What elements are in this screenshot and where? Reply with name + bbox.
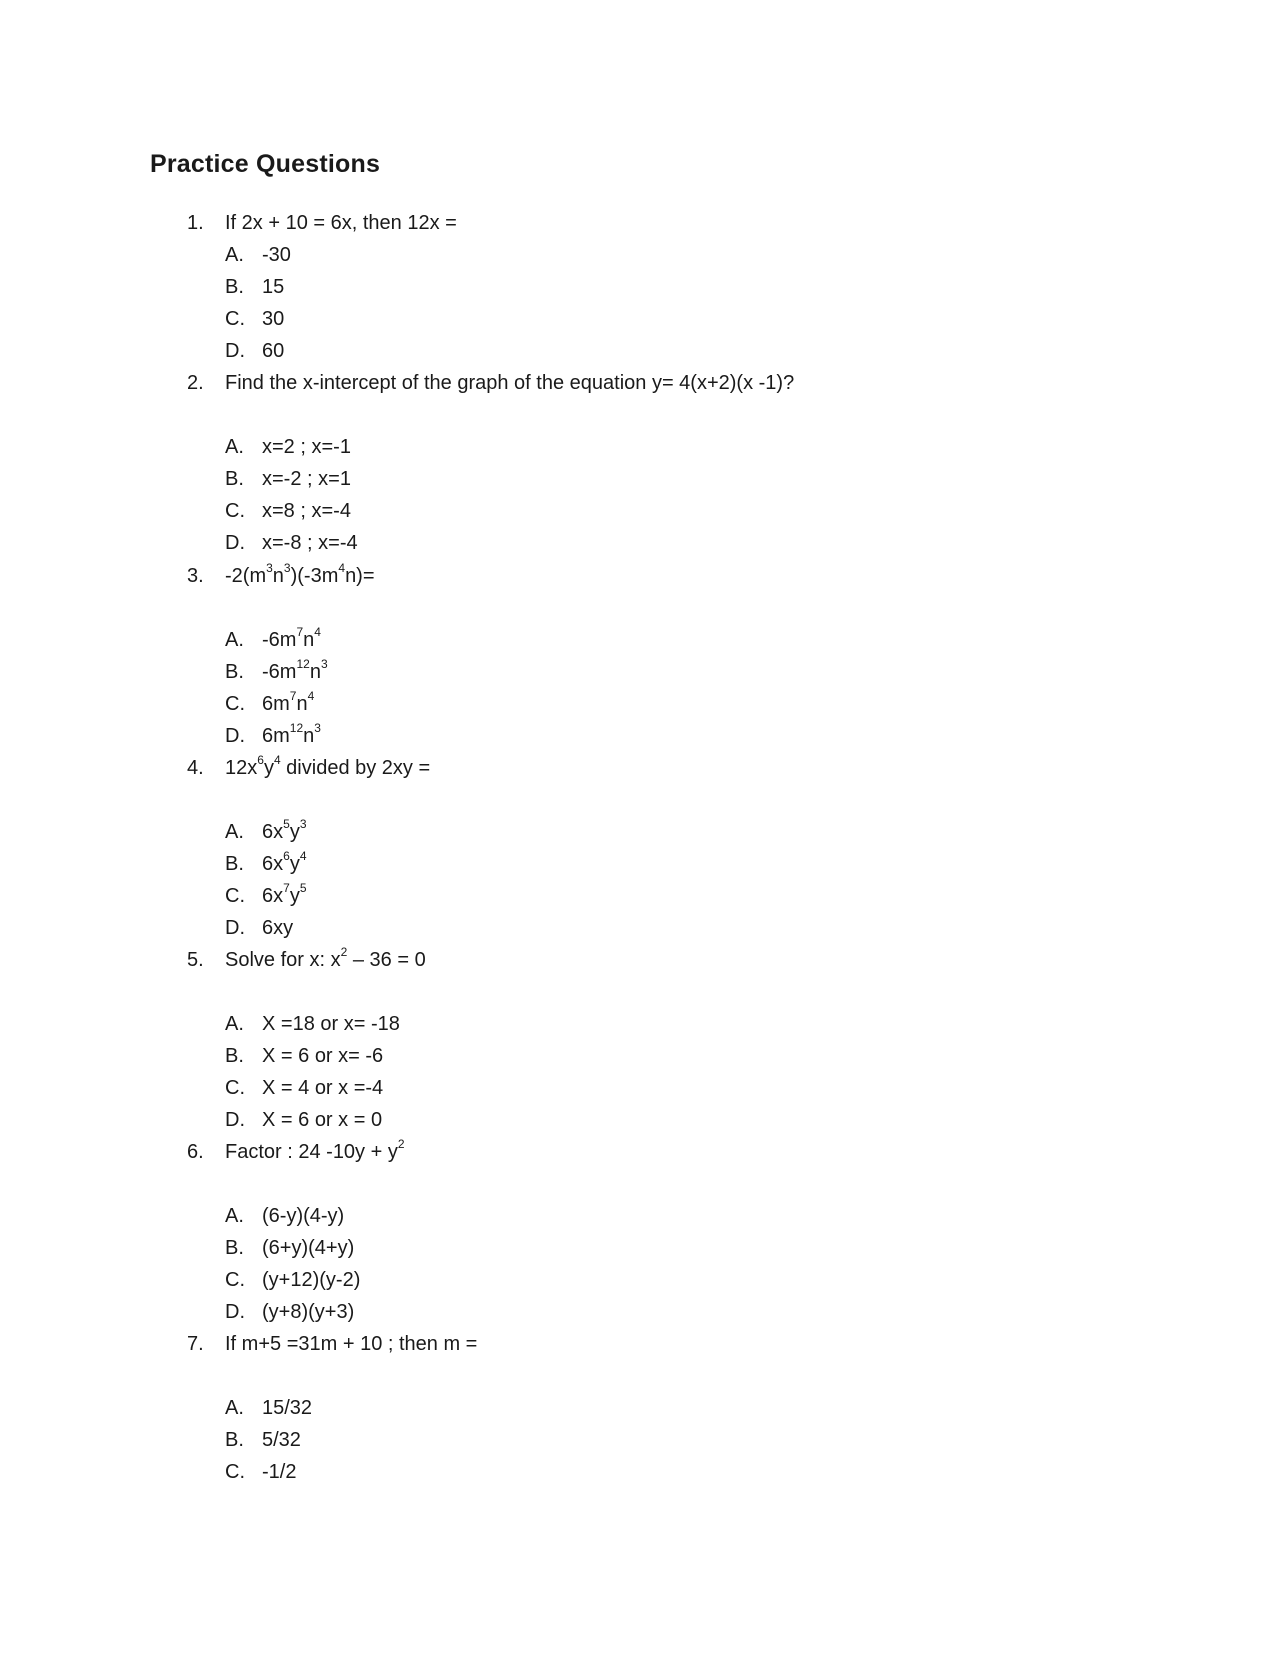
option-label: B. <box>225 468 244 490</box>
option-label: B. <box>225 661 244 683</box>
option-text: 30 <box>262 308 285 330</box>
option-text: X = 6 or x = 0 <box>262 1109 383 1131</box>
question-text: Find the x-intercept of the graph of the equation y= 4(x+2)(x -1)? <box>225 372 795 394</box>
option-text: $-6m^{12}n^3$ <box>262 657 328 683</box>
option-text: 60 <box>262 340 285 362</box>
question-text: Solve for x: $x^2 - 36 = 0$ <box>225 945 426 971</box>
option-label: A. <box>225 244 244 266</box>
option-text: 5/32 <box>262 1429 301 1451</box>
option-label: A. <box>225 821 244 843</box>
option-label: D. <box>225 532 245 554</box>
option-text: $6x^7y^5$ <box>262 881 307 907</box>
option-text: x=8 ; x=-4 <box>262 500 351 522</box>
option-text: (6-y)(4-y) <box>262 1205 345 1227</box>
option-label: C. <box>225 1269 245 1291</box>
option-label: D. <box>225 340 245 362</box>
option-text: -30 <box>262 244 291 266</box>
option-text: X = 6 or x= -6 <box>262 1045 384 1067</box>
option-label: D. <box>225 1109 245 1131</box>
option-label: A. <box>225 1397 244 1419</box>
option-text: x=-2 ; x=1 <box>262 468 351 490</box>
option-label: C. <box>225 500 245 522</box>
option-text: $6x^6y^4$ <box>262 849 307 875</box>
option-text: -1/2 <box>262 1461 297 1483</box>
option-label: D. <box>225 725 245 747</box>
option-text: $6m^7n^4$ <box>262 689 315 715</box>
option-text: 15/32 <box>262 1397 313 1419</box>
option-label: A. <box>225 1013 244 1035</box>
question-number: 1. <box>187 212 204 234</box>
option-text: $6m^{12}n^3$ <box>262 721 321 747</box>
question-text: If m+5 =31m + 10 ; then m = <box>225 1333 478 1355</box>
option-text: (y+8)(y+3) <box>262 1301 355 1323</box>
option-label: B. <box>225 1429 244 1451</box>
option-text: X = 4 or x =-4 <box>262 1077 384 1099</box>
option-label: C. <box>225 1077 245 1099</box>
option-text: 15 <box>262 276 285 298</box>
option-text: (6+y)(4+y) <box>262 1237 355 1259</box>
question-text: Factor : 24 $-10y + y^2$ <box>225 1137 405 1163</box>
option-label: B. <box>225 1237 244 1259</box>
option-text: $6x^5y^3$ <box>262 817 307 843</box>
option-label: A. <box>225 436 244 458</box>
question-text: If 2x + 10 = 6x, then 12x = <box>225 212 457 234</box>
option-label: B. <box>225 1045 244 1067</box>
question-number: 6. <box>187 1141 204 1163</box>
option-label: C. <box>225 1461 245 1483</box>
option-label: A. <box>225 1205 244 1227</box>
option-label: C. <box>225 885 245 907</box>
question-text: $12x^6y^4$ divided by 2xy = <box>225 753 431 779</box>
page-title: Practice Questions <box>150 150 381 178</box>
question-text: $-2(m^3n^3)(-3m^4n)=$ <box>225 561 375 587</box>
option-label: B. <box>225 276 244 298</box>
option-text: X =18 or x= -18 <box>262 1013 400 1035</box>
option-label: D. <box>225 917 245 939</box>
option-text: 6xy <box>262 917 294 939</box>
option-text: x=2 ; x=-1 <box>262 436 351 458</box>
option-label: C. <box>225 308 245 330</box>
question-number: 5. <box>187 949 204 971</box>
option-label: D. <box>225 1301 245 1323</box>
option-text: $-6m^7n^4$ <box>262 625 321 651</box>
question-number: 2. <box>187 372 204 394</box>
option-label: C. <box>225 693 245 715</box>
question-number: 3. <box>187 565 204 587</box>
option-label: A. <box>225 629 244 651</box>
question-number: 4. <box>187 757 204 779</box>
option-text: x=-8 ; x=-4 <box>262 532 358 554</box>
option-text: (y+12)(y-2) <box>262 1269 361 1291</box>
option-label: B. <box>225 853 244 875</box>
question-number: 7. <box>187 1333 204 1355</box>
